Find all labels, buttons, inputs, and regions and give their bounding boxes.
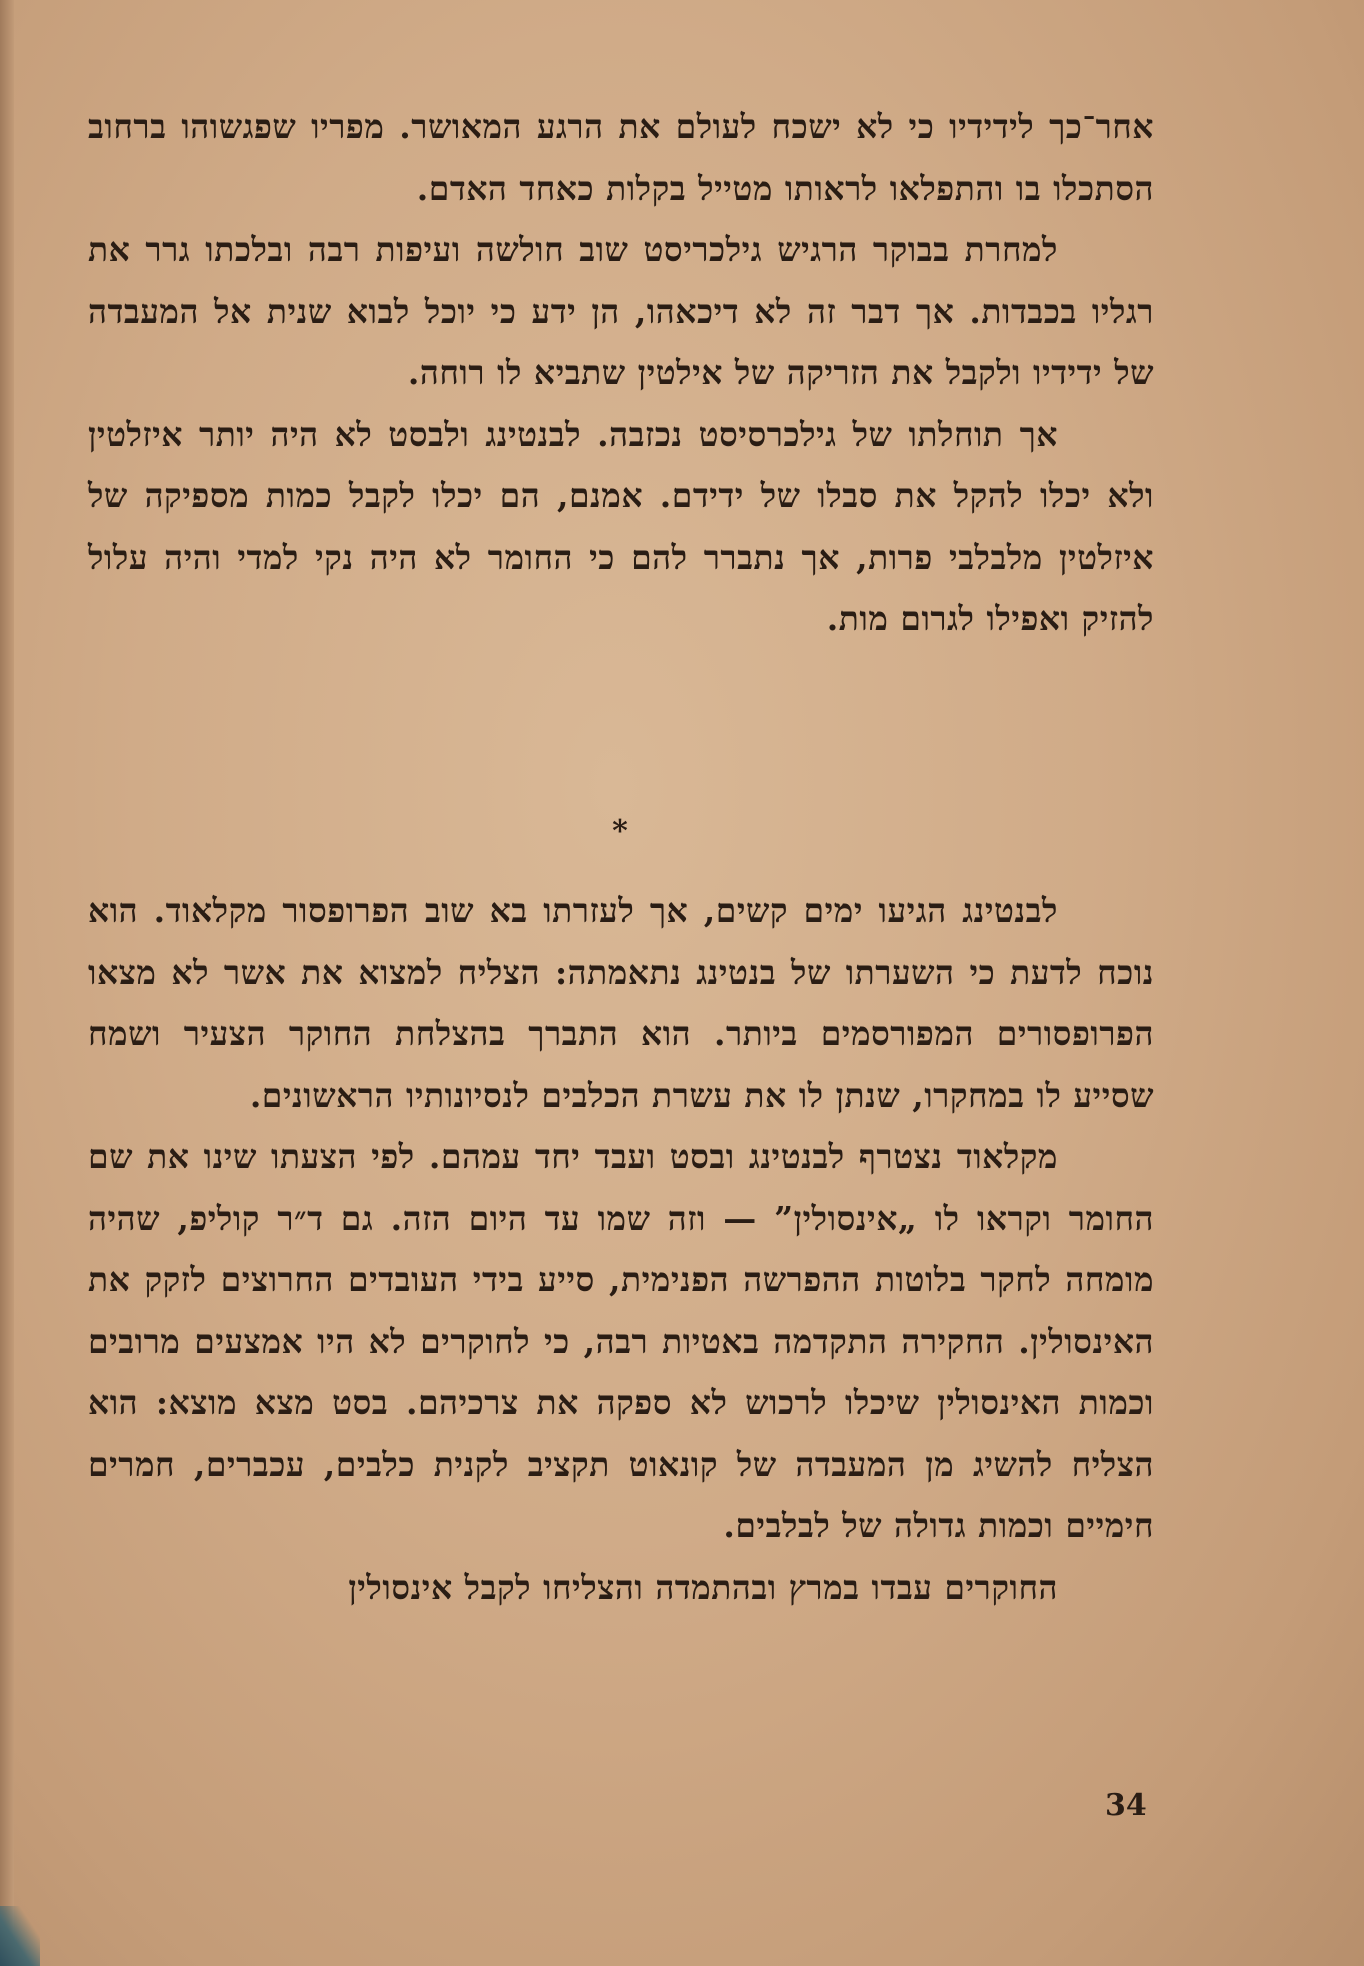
paragraph: אך תוחלתו של גילכרסיסט נכזבה. לבנטינג ולבסט לא היה יותר איזלטין ולא יכלו להקל את סבלו של ידידם. אמנם, הם יכלו לקבל כמות מספיקה של איזלטין מלבלבי פרות, אך נתברר להם כי החומר לא היה נקי למדי והיה עלול להזיק ואפילו לגרום מות. [88, 414, 1154, 638]
page-number: 34 [1105, 1788, 1147, 1823]
text-section-top [88, 96, 1154, 650]
section-separator: * [612, 814, 628, 849]
paragraph: החוקרים עבדו במרץ ובהתמדה והצליחו לקבל אינסולין [348, 1567, 1058, 1607]
paragraph: אחר־כך לידידיו כי לא ישכח לעולם את הרגע המאושר. מפריו שפגשוהו ברחוב הסתכלו בו והתפלאו לראותו מטייל בקלות כאחד האדם. [88, 107, 1154, 208]
paragraph: לבנטינג הגיעו ימים קשים, אך לעזרתו בא שוב הפרופסור מקלאוד. הוא נוכח לדעת כי השערתו של בנטינג נתאמתה: הצליח למצוא את אשר לא מצאו הפרופסורים המפורסמים ביותר. הוא התברך בהצלחת החוקר הצעיר ושמח שסייע לו במחקרו, שנתן לו את עשרת הכלבים לנסיונותיו הראשונים. [88, 891, 1154, 1115]
page-binding-edge [0, 0, 14, 1966]
book-cover-corner [0, 1906, 40, 1966]
paragraph: מקלאוד נצטרף לבנטינג ובסט ועבד יחד עמהם. לפי הצעתו שינו את שם החומר וקראו לו „אינסולין” — וזה שמו עד היום הזה. גם ד״ר קוליפ, שהיה מומחה לחקר בלוטות ההפרשה הפנימית, סייע בידי העובדים החרוצים לזקק את האינסולין. החקירה התקדמה באטיות רבה, כי לחוקרים לא היו אמצעים מרובים וכמות האינסולין שיכלו לרכוש לא ספקה את צרכיהם. בסט מצא מוצא: הוא הצליח להשיג מן המעבדה של קונאוט תקציב לקנית כלבים, עכברים, חמרים חימיים וכמות גדולה של לבלבים. [88, 1137, 1154, 1545]
text-section-bottom [88, 880, 1154, 1618]
paragraph: למחרת בבוקר הרגיש גילכריסט שוב חולשה ועיפות רבה ובלכתו גרר את רגליו בכבדות. אך דבר זה לא דיכאהו, הן ידע כי יוכל לבוא שנית אל המעבדה של ידידיו ולקבל את הזריקה של אילטין שתביא לו רוחה. [88, 230, 1154, 392]
